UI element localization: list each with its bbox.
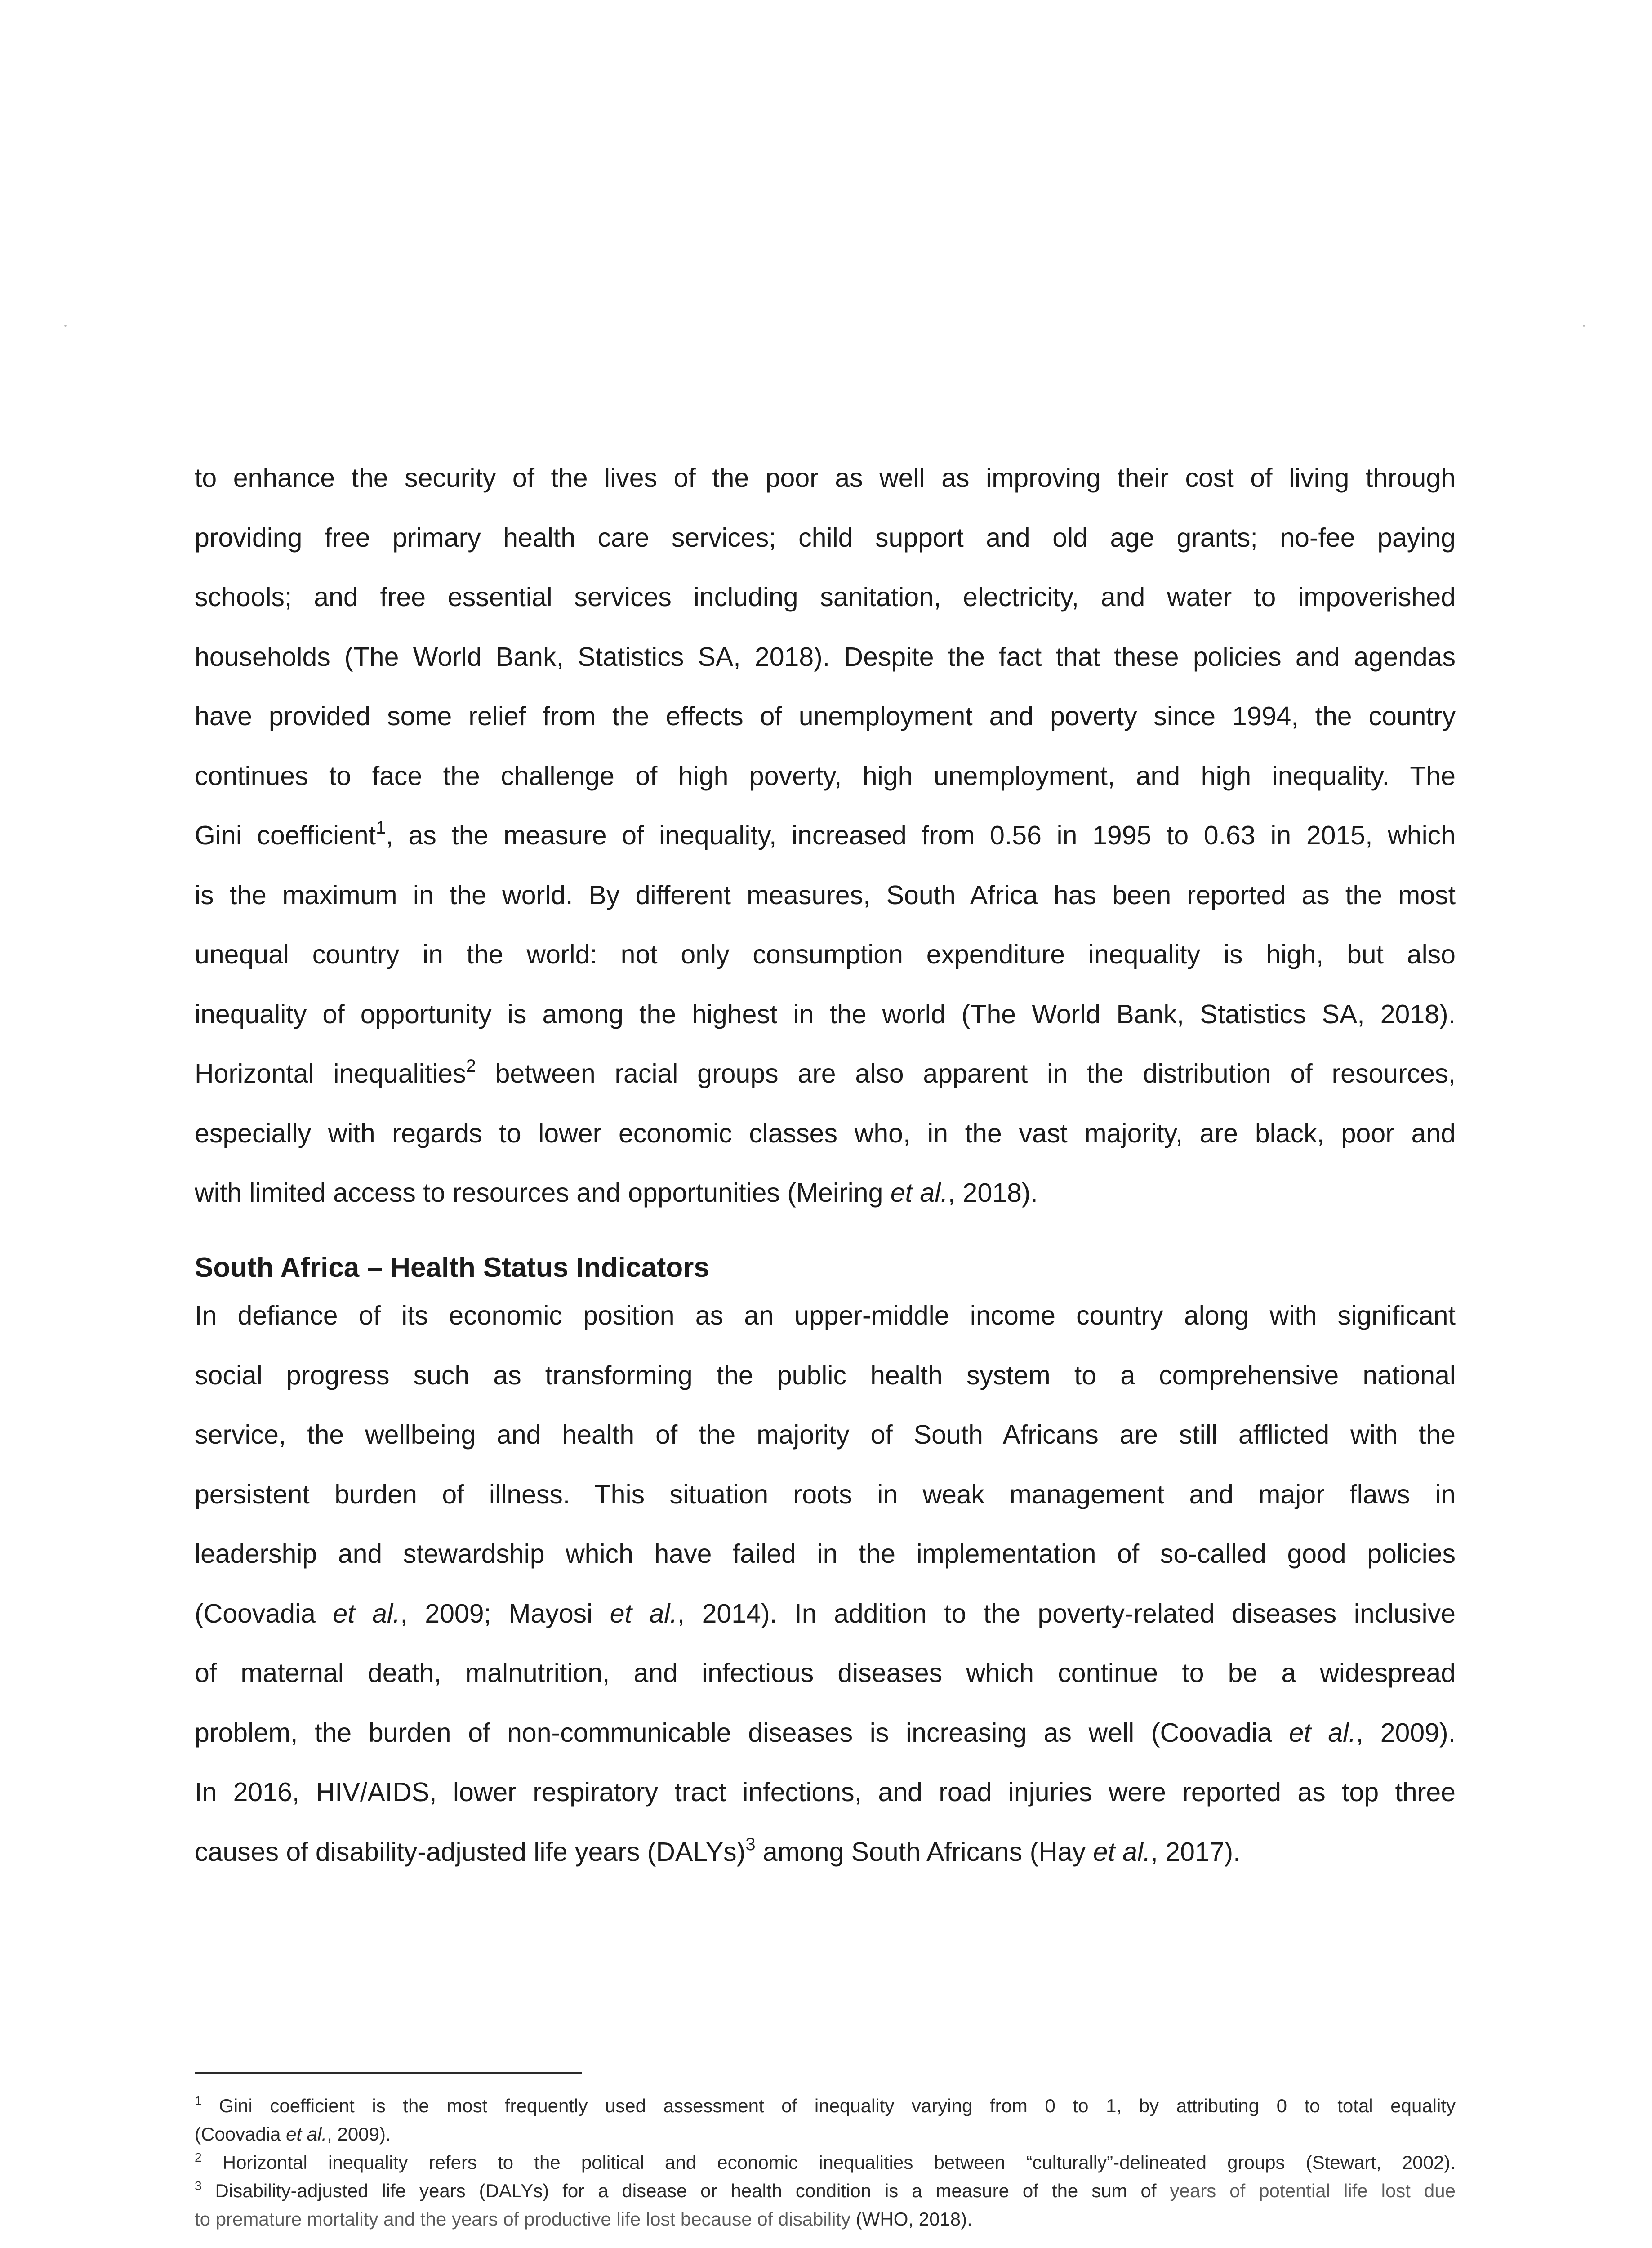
paragraph-inequality bbox=[195, 448, 1456, 1223]
footnote-marker: 3 bbox=[195, 2179, 202, 2193]
footnote-3 bbox=[195, 2177, 1456, 2205]
text-segment: problem, the burden of non-communicable diseases is increasing as well (Coovadia bbox=[195, 1717, 1289, 1748]
text-line: inequality of opportunity is among the highest in the world (The World Bank, Statistics SA, 2018). bbox=[195, 999, 1456, 1029]
italic-text: et al. bbox=[610, 1598, 677, 1628]
text-segment: among South Africans (Hay bbox=[755, 1837, 1093, 1867]
footnote-3-continued bbox=[195, 2205, 1456, 2233]
paragraph-health-status bbox=[195, 1286, 1456, 1882]
text-line: continues to face the challenge of high poverty, high unemployment, and high inequality. The bbox=[195, 761, 1456, 791]
text-segment: between racial groups are also apparent in the distribution of resources, bbox=[476, 1059, 1456, 1088]
text-segment: Horizontal inequality refers to the political and economic inequalities between “culturally”-delineated groups (Stewart, 2002). bbox=[201, 2152, 1456, 2173]
text-segment: causes of disability-adjusted life years (DALYs) bbox=[195, 1837, 746, 1867]
text-line: especially with regards to lower economic classes who, in the vast majority, are black, poor and bbox=[195, 1118, 1456, 1148]
text-segment: , 2017). bbox=[1150, 1837, 1241, 1867]
text-segment: (Coovadia bbox=[195, 1598, 333, 1628]
text-line bbox=[195, 1822, 1456, 1882]
text-segment: Disability-adjusted life years (DALYs) for a disease or health condition is a measure of the sum of bbox=[201, 2180, 1170, 2201]
margin-dot bbox=[1583, 325, 1585, 327]
text-line: persistent burden of illness. This situation roots in weak management and major flaws in bbox=[195, 1479, 1456, 1509]
text-line: In defiance of its economic position as an upper-middle income country along with significant bbox=[195, 1301, 1456, 1330]
text-segment: , 2009). bbox=[327, 2123, 391, 2145]
text-segment: with limited access to resources and opportunities (Meiring bbox=[195, 1178, 891, 1208]
text-line bbox=[195, 1163, 1456, 1223]
text-line: providing free primary health care services; child support and old age grants; no-fee paying bbox=[195, 522, 1456, 553]
text-segment: , as the measure of inequality, increased from 0.56 in 1995 to 0.63 in 2015, which bbox=[386, 821, 1456, 850]
text-segment: (Coovadia bbox=[195, 2123, 286, 2145]
text-segment: , 2009; Mayosi bbox=[400, 1598, 610, 1628]
text-segment: Gini coefficient is the most frequently used assessment of inequality varying from 0 to 1, by attributing 0 to total equality bbox=[201, 2095, 1456, 2116]
text-segment: years of potential life lost due bbox=[1170, 2180, 1456, 2201]
footnotes bbox=[195, 2092, 1456, 2233]
italic-text: et al. bbox=[890, 1178, 948, 1208]
footnote-1-continued bbox=[195, 2120, 1456, 2148]
footnote-1 bbox=[195, 2092, 1456, 2120]
text-segment: Gini coefficient bbox=[195, 821, 376, 850]
italic-text: et al. bbox=[1093, 1837, 1151, 1867]
text-line: of maternal death, malnutrition, and infectious diseases which continue to be a widespread bbox=[195, 1658, 1456, 1688]
text-line: schools; and free essential services including sanitation, electricity, and water to impoverished bbox=[195, 582, 1456, 612]
section-heading: South Africa – Health Status Indicators bbox=[195, 1252, 709, 1283]
italic-text: et al. bbox=[1289, 1717, 1356, 1748]
text-line: is the maximum in the world. By different measures, South Africa has been reported as the most bbox=[195, 880, 1456, 910]
text-segment: , 2018). bbox=[948, 1178, 1038, 1208]
text-segment: , 2014). In addition to the poverty-related diseases inclusive bbox=[677, 1598, 1456, 1628]
footnote-divider bbox=[195, 2072, 582, 2074]
footnote-reference: 1 bbox=[376, 818, 386, 838]
text-line: service, the wellbeing and health of the majority of South Africans are still afflicted with the bbox=[195, 1420, 1456, 1450]
footnote-reference: 2 bbox=[466, 1056, 476, 1076]
margin-dot bbox=[64, 325, 67, 327]
text-line: social progress such as transforming the public health system to a comprehensive national bbox=[195, 1360, 1456, 1390]
text-line: In 2016, HIV/AIDS, lower respiratory tract infections, and road injuries were reported as top three bbox=[195, 1777, 1456, 1807]
footnote-marker: 1 bbox=[195, 2094, 202, 2108]
text-line bbox=[195, 806, 1456, 865]
text-line bbox=[195, 1703, 1456, 1763]
footnote-reference: 3 bbox=[745, 1834, 756, 1854]
footnote-2 bbox=[195, 2148, 1456, 2177]
text-line bbox=[195, 1044, 1456, 1104]
text-line: to enhance the security of the lives of the poor as well as improving their cost of living through bbox=[195, 463, 1456, 493]
text-line bbox=[195, 1584, 1456, 1644]
text-segment: , 2009). bbox=[1356, 1717, 1456, 1748]
text-segment: to premature mortality and the years of productive life lost because of disability bbox=[195, 2208, 851, 2230]
text-segment: Horizontal inequalities bbox=[195, 1059, 466, 1088]
text-line: unequal country in the world: not only consumption expenditure inequality is high, but also bbox=[195, 940, 1456, 969]
text-segment: (WHO, 2018). bbox=[850, 2208, 972, 2230]
italic-text: et al. bbox=[286, 2123, 327, 2145]
text-line: households (The World Bank, Statistics SA, 2018). Despite the fact that these policies and agendas bbox=[195, 642, 1456, 672]
italic-text: et al. bbox=[333, 1598, 401, 1628]
footnote-marker: 2 bbox=[195, 2150, 202, 2164]
text-line: leadership and stewardship which have failed in the implementation of so-called good policies bbox=[195, 1539, 1456, 1569]
text-line: have provided some relief from the effects of unemployment and poverty since 1994, the country bbox=[195, 701, 1456, 731]
